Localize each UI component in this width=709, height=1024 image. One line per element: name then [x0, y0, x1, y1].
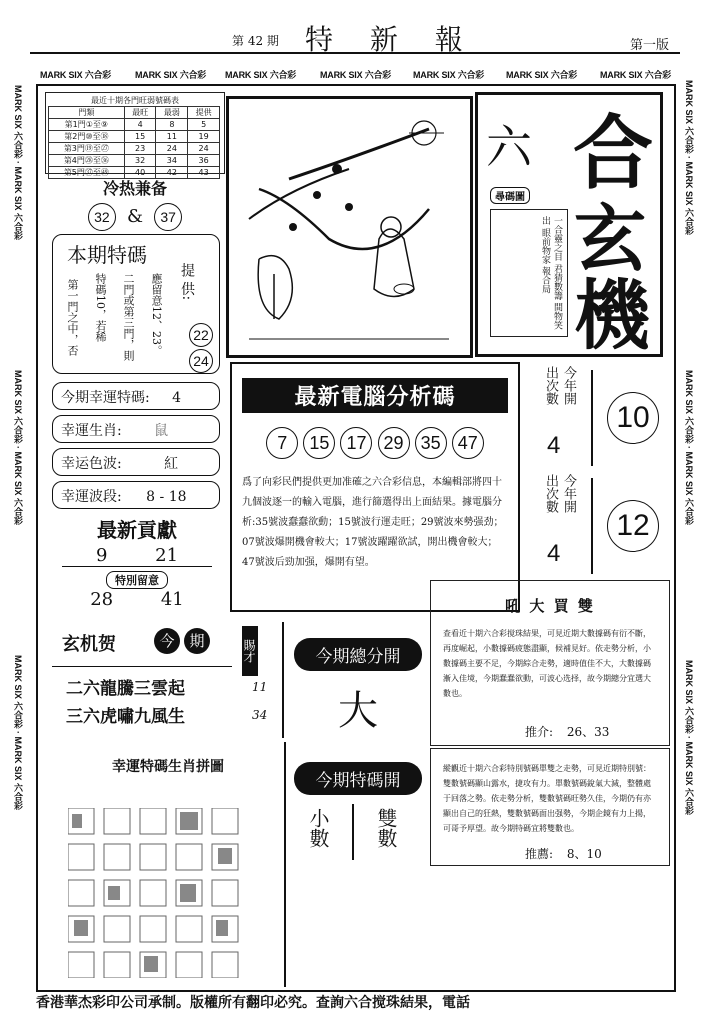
lucky-code-row — [52, 382, 220, 410]
hot-cold-amp: & — [126, 206, 144, 227]
special-code-text: 應留意12、23。 — [150, 273, 163, 356]
puzzle-title: 幸運特碼生肖拼圖 — [112, 759, 224, 775]
analysis-ball: 7 — [266, 427, 298, 459]
special-open-a: 小數 — [306, 808, 330, 848]
watermark-top: MARK SIX 六合彩 — [320, 70, 392, 80]
special-code-ball-2: 24 — [189, 349, 213, 373]
hot-ball: 32 — [88, 203, 116, 231]
xuanji-num: 34 — [252, 708, 268, 722]
riddle-picture — [226, 96, 473, 358]
riddle-picture-illustration — [229, 99, 470, 355]
total-split-label: 今期總分開 — [294, 638, 422, 671]
appearance-count: 4 — [547, 540, 561, 567]
special-code-text: 特碼10，若稀 — [94, 273, 107, 342]
lucky-color-label: 幸运色波: — [61, 456, 122, 472]
xuanji-side: 賜才 — [242, 626, 258, 676]
table-row: 第5門㊲至㊾ 40 42 43 — [49, 167, 220, 179]
watermark-right: MARK SIX 六合彩 · MARK SIX 六合彩 — [684, 370, 694, 526]
contribution-number: 28 — [90, 589, 114, 610]
lucky-zodiac-value: 鼠 — [154, 423, 169, 439]
lucky-zodiac-label: 幸運生肖: — [61, 423, 122, 439]
brand-char-2: 合 — [573, 106, 653, 200]
appearance-label: 出次數 — [543, 366, 558, 405]
contribution-box — [52, 514, 222, 620]
appearance-label: 今年開 — [561, 474, 576, 513]
analysis-ball: 35 — [415, 427, 447, 459]
seek-label: 尋碼圖 — [490, 187, 530, 204]
puzzle-box — [52, 742, 284, 987]
lucky-range-value: 8 - 18 — [146, 489, 187, 505]
total-split-value: 大 — [338, 688, 378, 734]
computer-analysis-text: 爲了向彩民們提供更加准確之六合彩信息，本編輯部將四十九個波逐一的輸入電腦，進行篩選得出上面結果。據電腦分析:35號波蠢蠢欲動；15號波行運走旺；29號波來勢强劲；07號波爆開機會較大；17號波躍躍欲試，開出機會較大；47號波后勁加强，爆開有望。 — [242, 477, 504, 568]
watermark-top: MARK SIX 六合彩 — [40, 70, 112, 80]
table-row: 第4門㉘至㊱ 32 34 36 — [49, 155, 220, 167]
contribution-number: 41 — [160, 589, 184, 610]
parity-box — [430, 748, 670, 866]
lucky-zodiac-row — [52, 415, 220, 443]
xuanji-badge: 期 — [184, 628, 210, 654]
special-code-provide: 提 供: — [179, 263, 195, 301]
lucky-range-label: 幸運波段: — [61, 489, 122, 505]
special-code-ball-1: 22 — [189, 323, 213, 347]
brand-scroll: 一合靈之目 君猜數籌 間物笑出 眼前物家 報合局 — [490, 209, 568, 337]
special-open-label: 今期特碼開 — [294, 762, 422, 795]
special-open-box — [288, 748, 428, 868]
xuanji-line: 二六龍騰三雲起 — [66, 679, 185, 699]
hot-cold-title: 冷热兼备 — [102, 179, 167, 198]
computer-analysis-title: 最新電腦分析碼 — [242, 378, 508, 413]
appearance-box-2 — [527, 470, 667, 580]
watermark-left: MARK SIX 六合彩 · MARK SIX 六合彩 — [13, 370, 23, 526]
table-row: 第1門①至⑨ 4 8 5 — [49, 119, 220, 131]
xuanji-title: 玄机贺 — [62, 634, 116, 655]
brand-box — [475, 92, 663, 360]
parity-recommend: 推薦: 8、10 — [525, 847, 602, 861]
special-open-b: 雙數 — [374, 808, 398, 848]
appearance-label: 今年開 — [561, 366, 576, 405]
lucky-color-value: 紅 — [164, 456, 179, 472]
computer-analysis-numbers — [232, 427, 518, 459]
analysis-ball: 17 — [340, 427, 372, 459]
lucky-code-label: 今期幸運特碼: — [61, 390, 150, 406]
col-header: 最旺 — [124, 107, 156, 119]
appearance-ball: 10 — [607, 392, 659, 444]
recent-table-title: 最近十期各門旺弱號碼表 — [91, 96, 179, 105]
watermark-top: MARK SIX 六合彩 — [225, 70, 297, 80]
appearance-label: 出次數 — [543, 474, 558, 513]
xuanji-box — [52, 622, 282, 738]
analysis-ball: 15 — [303, 427, 335, 459]
appearance-count: 4 — [547, 432, 561, 459]
contribution-title: 最新貢獻 — [97, 518, 177, 542]
watermark-top: MARK SIX 六合彩 — [506, 70, 578, 80]
computer-analysis-box — [230, 362, 520, 612]
big-small-box — [430, 580, 670, 746]
brand-char-3: 玄 — [574, 196, 647, 281]
analysis-ball: 29 — [378, 427, 410, 459]
issue-period: 第 42 期 — [232, 34, 279, 48]
xuanji-badge: 今 — [154, 628, 180, 654]
special-code-text: 第一門之中，否 — [66, 279, 79, 356]
watermark-top: MARK SIX 六合彩 — [413, 70, 485, 80]
watermark-left: MARK SIX 六合彩 · MARK SIX 六合彩 — [13, 655, 23, 811]
col-header: 提供 — [188, 107, 220, 119]
hot-cold-box — [45, 176, 225, 231]
special-code-text: 二門或第三門，則 — [122, 273, 135, 361]
cold-ball: 37 — [154, 203, 182, 231]
contribution-number: 9 — [95, 545, 108, 566]
table-row: 第2門⑩至⑱ 15 11 19 — [49, 131, 220, 143]
special-code-box — [52, 234, 220, 374]
analysis-ball: 47 — [452, 427, 484, 459]
special-code-title: 本期特碼 — [67, 243, 147, 267]
lucky-code-value: 4 — [172, 390, 182, 406]
xuanji-num: 11 — [252, 680, 268, 694]
recent-table — [48, 106, 220, 179]
appearance-ball: 12 — [607, 500, 659, 552]
appearance-box-1 — [527, 362, 667, 474]
big-small-title: 吼 大 買 雙 — [505, 597, 595, 615]
contribution-sub: 特別留意 — [106, 571, 168, 589]
contribution-number: 21 — [155, 545, 179, 566]
watermark-top: MARK SIX 六合彩 — [135, 70, 207, 80]
xuanji-line: 三六虎嘯九風生 — [66, 707, 185, 727]
big-small-text: 查看近十期六合彩搅珠結果，可見近期大數據碼有衍不斷，再度崛起，小數據碼疲態盡顯，候補見好。依走勢分析，小數據碼主要不足，今期綜合走勢，適時值佳不大，大數據碼漸入佳境，今期蠢蠢欲動，可波心选择，故今期總分宜選大數也。 — [443, 629, 651, 698]
puzzle-grid — [68, 808, 268, 982]
big-small-recommend: 推介: 26、33 — [525, 725, 610, 739]
watermark-right: MARK SIX 六合彩 · MARK SIX 六合彩 — [684, 80, 694, 236]
lucky-color-row — [52, 448, 220, 476]
watermark-right: MARK SIX 六合彩 · MARK SIX 六合彩 — [684, 660, 694, 816]
footer-text: 香港華杰彩印公司承制。版權所有翻印必究。查詢六合搅珠結果，電話 — [36, 995, 470, 1011]
edition-label: 第一版 — [630, 38, 670, 53]
watermark-left: MARK SIX 六合彩 · MARK SIX 六合彩 — [13, 85, 23, 241]
parity-text: 縱觀近十期六合彩特別號碼單雙之走勢，可見近期特別號：雙數號碼顯山露水，捷攻有力。單數號碼銳氣大減，整體處于回落之勢。依走勢分析，雙數號碼旺勢久佳，今期仍有亦顯出自己的狂熱，雙數號碼面出强勢，今期企鏡有力上揚，可哥予厚望。故今期特碼宜將雙數也。 — [443, 764, 651, 833]
brand-char-1: 六 — [486, 120, 532, 174]
recent-table-box — [45, 92, 225, 177]
brand-char-4: 機 — [574, 271, 650, 360]
col-header: 最弱 — [156, 107, 188, 119]
col-header: 門類 — [49, 107, 125, 119]
puzzle-grid-image — [68, 808, 268, 978]
lucky-range-row — [52, 481, 220, 509]
table-row: 第3門⑲至㉗ 23 24 24 — [49, 143, 220, 155]
total-split-box — [288, 624, 428, 744]
watermark-top: MARK SIX 六合彩 — [600, 70, 672, 80]
newspaper-title: 特 新 報 — [305, 23, 477, 56]
